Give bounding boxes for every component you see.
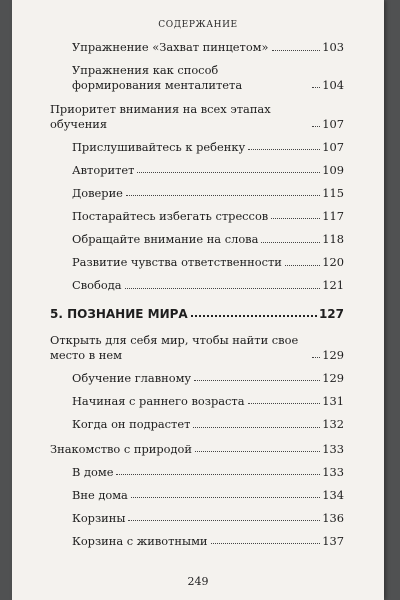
dot-leader (271, 218, 320, 219)
toc-entry-page: 107 (322, 139, 344, 154)
table-of-contents (50, 40, 344, 557)
toc-entry-page: 104 (322, 77, 344, 92)
toc-entry-title: Вне дома (72, 487, 128, 502)
toc-entry-page: 118 (322, 232, 344, 247)
toc-entry-page: 129 (322, 347, 344, 362)
toc-entry-page: 133 (322, 441, 344, 456)
dot-leader (194, 380, 320, 381)
toc-entry (50, 232, 344, 247)
toc-entry (50, 140, 344, 155)
dot-leader (131, 497, 320, 498)
dot-leader (125, 288, 321, 289)
dot-leader (211, 543, 321, 544)
toc-entry-page: 103 (322, 40, 344, 54)
toc-entry-title: Постарайтесь избегать стрессов (72, 208, 269, 223)
toc-chapter-title: 5. ПОЗНАНИЕ МИРА (50, 306, 188, 321)
toc-entry-page: 137 (322, 533, 344, 548)
toc-entry-title: Обращайте внимание на слова (72, 232, 259, 247)
toc-entry (50, 417, 344, 432)
dot-leader (272, 50, 321, 51)
toc-entry-title: Доверие (72, 185, 123, 200)
toc-entry-page: 131 (322, 393, 344, 408)
toc-entry-page: 109 (322, 162, 344, 177)
toc-entry (50, 394, 344, 409)
toc-section-title: Приоритет внимания на всех этапах обучения (50, 102, 271, 131)
toc-section-title: Открыть для себя мир, чтобы найти свое место в нем (50, 333, 299, 362)
toc-section (50, 442, 344, 457)
toc-entry (50, 488, 344, 503)
toc-entry-title: Упражнения как способ формирования менталитета (72, 63, 243, 92)
toc-entry-page: 115 (322, 185, 344, 200)
dot-leader (285, 265, 320, 266)
toc-entry-page: 117 (322, 208, 344, 223)
toc-entry-title: Обучение главному (72, 370, 192, 385)
toc-entry-page: 129 (322, 370, 344, 385)
toc-entry (50, 255, 344, 270)
page-number: 249 (187, 575, 209, 588)
toc-entry (50, 209, 344, 224)
toc-entry-page: 120 (322, 255, 344, 270)
toc-entry-title: Корзины (72, 510, 126, 525)
toc-entry-title: Корзина с животными (72, 533, 208, 548)
dot-leader (312, 87, 320, 88)
toc-entry-page: 132 (322, 417, 344, 432)
toc-entry (50, 278, 344, 293)
toc-entry (50, 465, 344, 480)
toc-entry-title: Упражнение «Захват пинцетом» (72, 40, 269, 54)
toc-entry-title: В доме (72, 464, 114, 479)
toc-entry-page: 136 (322, 510, 344, 525)
toc-section (50, 102, 344, 131)
toc-entry (50, 163, 344, 178)
toc-entry (50, 186, 344, 201)
toc-section-title: Знакомство с природой (50, 441, 192, 456)
toc-entry-title: Когда он подрастет (72, 417, 191, 432)
book-page (12, 0, 384, 600)
toc-entry (50, 511, 344, 526)
dot-leader (261, 242, 320, 243)
toc-entry-title: Авторитет (72, 162, 135, 177)
toc-entry (50, 40, 344, 55)
dot-leader (128, 520, 320, 521)
toc-section (50, 333, 344, 362)
toc-entry (50, 371, 344, 386)
dot-leader (312, 126, 320, 127)
dot-leader (137, 172, 320, 173)
dot-leader (248, 149, 320, 150)
toc-entry-title: Начиная с раннего возраста (72, 393, 245, 408)
dot-leader (193, 427, 320, 428)
toc-chapter (50, 307, 344, 322)
toc-entry-title: Прислушивайтесь к ребенку (72, 139, 246, 154)
dot-leader (248, 403, 321, 404)
toc-entry (50, 63, 344, 92)
dot-leader (191, 315, 317, 317)
dot-leader (312, 357, 320, 358)
toc-entry-title: Развитие чувства ответственности (72, 255, 282, 270)
dot-leader (195, 451, 320, 452)
toc-entry-page: 107 (322, 116, 344, 131)
dot-leader (126, 195, 320, 196)
toc-entry-page: 121 (322, 278, 344, 293)
toc-entry-page: 127 (318, 306, 344, 321)
running-header: СОДЕРЖАНИЕ (158, 20, 238, 30)
dot-leader (116, 474, 320, 475)
toc-entry-title: Свобода (72, 278, 122, 293)
toc-entry-page: 134 (322, 487, 344, 502)
toc-entry-page: 133 (322, 464, 344, 479)
toc-entry (50, 534, 344, 549)
